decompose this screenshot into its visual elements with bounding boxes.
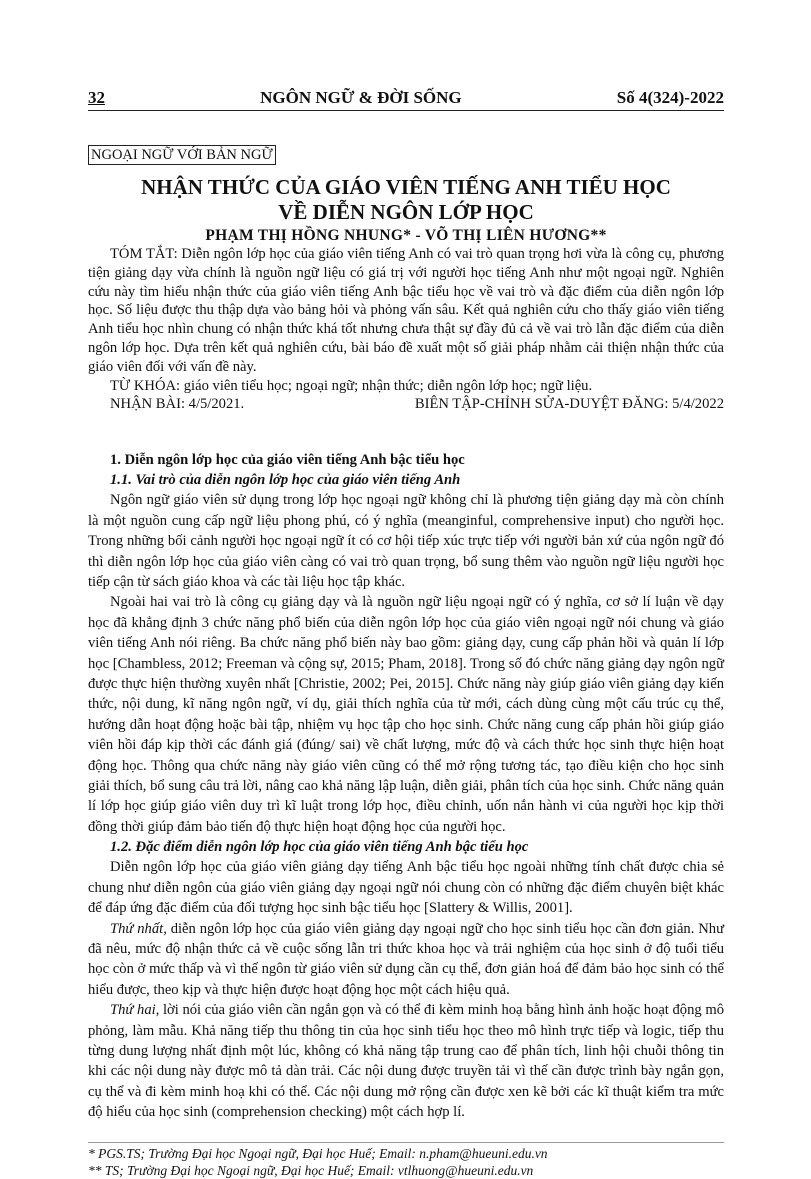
lead-phrase: Thứ hai: [110, 1002, 156, 1019]
section-tag: NGOẠI NGỮ VỚI BẢN NGỮ: [88, 145, 276, 165]
paragraph: [88, 1000, 724, 1122]
received-date: NHẬN BÀI: 4/5/2021.: [110, 396, 245, 413]
paragraph: Ngoài hai vai trò là công cụ giảng dạy và là nguồn ngữ liệu ngoại ngữ có ý nghĩa, cơ sở lí luận về dạy học đã khẳng định 3 chức năng phổ biến của diễn ngôn lớp học của giáo viên ngoại ngữ nói chung và giáo viên tiếng Anh nói riêng. Ba chức năng phổ biến này bao gồm: giảng dạy, cung cấp phản hồi và quản lí lớp học [Chambless, 2012; Freeman và cộng sự, 2015; Pham, 2018]. Trong số đó chức năng giảng dạy ngôn ngữ được thực hiện thường xuyên nhất [Christie, 2002; Pei, 2015]. Chức năng này giúp giáo viên giảng dạy kiến thức, nội dung, kĩ năng ngôn ngữ, ví dụ, giải thích nghĩa của từ mới, cách dùng cùng một cấu trúc cụ thể, hướng dẫn hoạt động hoặc bài tập, nhiệm vụ học tập cho học sinh. Chức năng cung cấp phản hồi giúp giáo viên hồi đáp kịp thời các đánh giá (đúng/ sai) về chất lượng, mức độ và cách thức học sinh thực hiện hoạt động học. Thông qua chức năng này giáo viên cũng có thể mở rộng tương tác, tạo điều kiện cho học sinh giải thích, bổ sung câu trả lời, nâng cao khả năng lập luận, diễn giải, phân tích của học sinh. Chức năng quản lí lớp học giúp giáo viên duy trì kĩ luật trong lớp học, điều chỉnh, uốn nắn hành vi của người học kịp thời đồng thời giúp đảm bảo tiến độ thực hiện hoạt động học của người học.: [88, 594, 724, 835]
lead-phrase: Thứ nhất: [110, 920, 164, 937]
heading-1: 1. Diễn ngôn lớp học của giáo viên tiếng Anh bậc tiểu học: [110, 452, 465, 469]
issue-number: Số 4(324)-2022: [616, 88, 724, 107]
paragraph: Diễn ngôn lớp học của giáo viên giảng dạy tiếng Anh bậc tiểu học ngoài những tính chất được chia sẻ chung như diễn ngôn của giáo viên giảng dạy ngoại ngữ nói chung còn có những đặc điểm chuyên biệt khác để đáp ứng đặc điểm của đối tượng học sinh bậc tiểu học [Slattery & Willis, 2001].: [88, 859, 724, 917]
footnotes: [88, 1142, 724, 1179]
abstract: TÓM TẮT: Diễn ngôn lớp học của giáo viên tiếng Anh có vai trò quan trọng hơi vừa là công cụ, phương tiện giảng dạy vừa chính là nguồn ngữ liệu có giá trị với người học tiếng Anh như một ngoại ngữ. Nghiên cứu này tìm hiểu nhận thức của giáo viên tiếng Anh bậc tiểu học về vai trò và đặc điểm của diễn ngôn lớp học. Số liệu được thu thập dựa vào bảng hỏi và phỏng vấn sâu. Kết quả nghiên cứu cho thấy giáo viên tiếng Anh tiểu học nhìn chung có nhận thức khá tốt nhưng chưa thật sự đầy đủ cả về vai trò lẫn đặc điểm của diễn ngôn lớp học. Dựa trên kết quả nghiên cứu, bài báo đề xuất một số giải pháp nhằm cải thiện nhận thức của giáo viên đối với vấn đề này.: [88, 246, 724, 375]
paragraph: [88, 919, 724, 1001]
page-number: 32: [88, 88, 105, 107]
heading-1-1: 1.1. Vai trò của diễn ngôn lớp học của giáo viên tiếng Anh: [110, 472, 461, 489]
running-header: [88, 88, 724, 111]
keywords: TỪ KHÓA: giáo viên tiểu học; ngoại ngữ; nhận thức; diễn ngôn lớp học; ngữ liệu.: [110, 377, 593, 394]
paragraph: Ngôn ngữ giáo viên sử dụng trong lớp học ngoại ngữ không chỉ là phương tiện giảng dạy mà còn chính là một nguồn cung cấp ngữ liệu phong phú, có ý nghĩa (meanginful, comprehensive input) cho người học. Trong những bối cảnh người học ngoại ngữ ít có cơ hội tiếp xúc trực tiếp với người bản xứ của ngôn ngữ đó thì diễn ngôn lớp học của giáo viên càng có vai trò quan trọng, bổ sung thêm vào nguồn ngữ liệu người học tiếp cận từ sách giáo khoa và các tài liệu học tập khác.: [88, 492, 724, 590]
paragraph-text: , diễn ngôn lớp học của giáo viên giảng dạy ngoại ngữ cho học sinh tiểu học cần đơn giản. Như đã nêu, mức độ nhận thức cả về cuộc sống lẫn tri thức khoa học và trải nghiệm của học sinh ở độ tuổi tiểu học còn ở mức thấp và vì thế ngôn từ giáo viên sử dụng cần cụ thể, đơn giản hoá để đảm bảo học sinh có thể hiểu được, theo kịp và thực hiện được hoạt động học một cách hiệu quả.: [88, 920, 724, 998]
heading-1-2: 1.2. Đặc điểm diễn ngôn lớp học của giáo viên tiếng Anh bậc tiểu học: [110, 839, 529, 856]
article-title: [88, 175, 724, 225]
footnote: * PGS.TS; Trường Đại học Ngoại ngữ, Đại học Huế; Email: n.pham@hueuni.edu.vn: [88, 1146, 548, 1161]
article-body: [88, 450, 724, 1122]
abstract-block: [88, 245, 724, 414]
dates: [88, 395, 724, 414]
title-line-1: NHẬN THỨC CỦA GIÁO VIÊN TIẾNG ANH TIỂU HỌC: [141, 175, 671, 199]
journal-name: NGÔN NGỮ & ĐỜI SỐNG: [260, 88, 462, 107]
accepted-date: BIÊN TẬP-CHỈNH SỬA-DUYỆT ĐĂNG: 5/4/2022: [414, 396, 724, 413]
paragraph-text: , lời nói của giáo viên cần ngắn gọn và có thể đi kèm minh hoạ bằng hình ảnh hoặc hoạt động mô phỏng, làm mẫu. Khả năng tiếp thu thông tin của học sinh tiểu học theo mô hình trực tiếp và logic, tiếp thu từng dung lượng nhất định một lúc, không có khả năng tập trung cao để phân tích, linh hội chuỗi thông tin khi các nội dung này được mô tả dàn trải. Các nội dung được truyền tải vì thế cần được trình bày ngắn gọn, cụ thể và đi kèm minh hoạ khi có thể. Các nội dung mở rộng cần được xen kẽ bởi các kĩ thuật kiểm tra mức độ hiểu của học sinh (comprehension checking) một cách hợp lí.: [88, 1002, 724, 1121]
authors: PHẠM THỊ HỒNG NHUNG* - VÕ THỊ LIÊN HƯƠNG**: [205, 227, 607, 244]
footnote: ** TS; Trường Đại học Ngoại ngữ, Đại học Huế; Email: vtlhuong@hueuni.edu.vn: [88, 1163, 534, 1178]
title-line-2: VỀ DIỄN NGÔN LỚP HỌC: [278, 200, 534, 224]
article-page: [88, 88, 724, 1123]
